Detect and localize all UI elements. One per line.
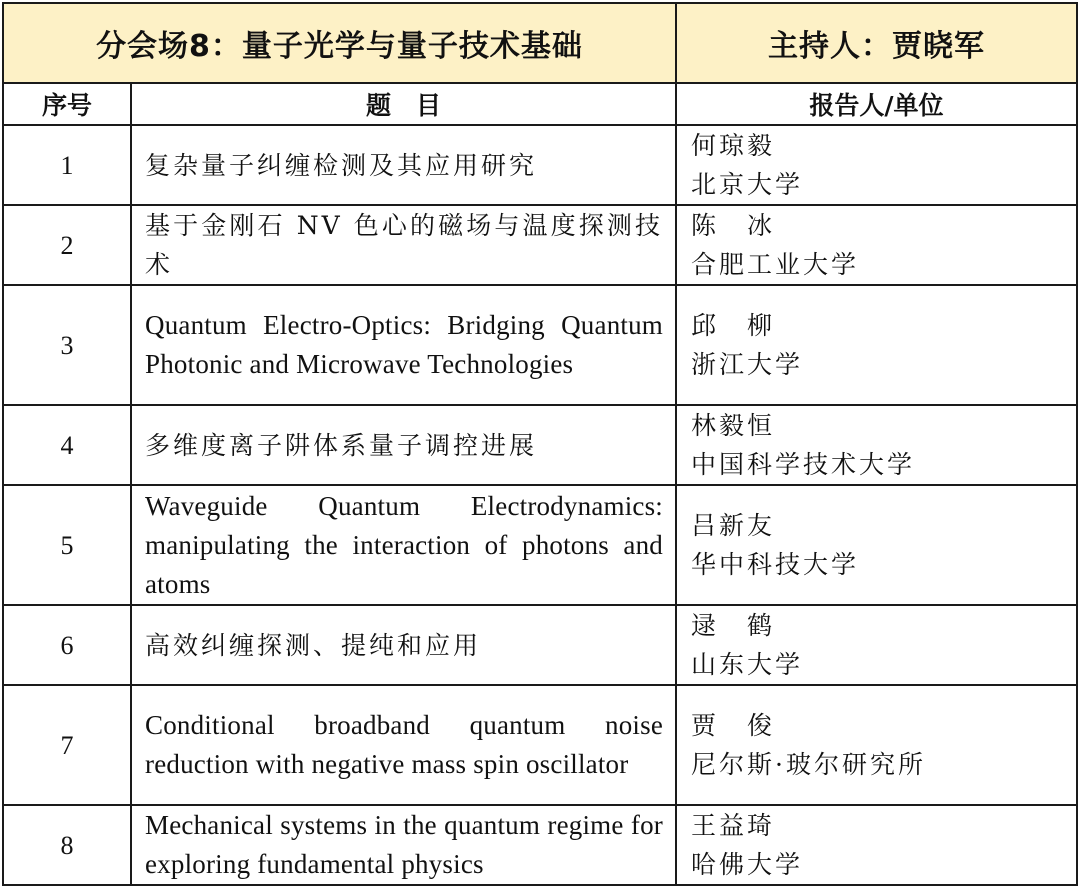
talk-number: 3 bbox=[3, 285, 131, 405]
talk-speaker-cell bbox=[676, 485, 1077, 605]
table-row bbox=[3, 205, 1077, 285]
table-row bbox=[3, 125, 1077, 205]
speaker-affiliation: 合肥工业大学 bbox=[691, 250, 860, 279]
table-row bbox=[3, 805, 1077, 885]
talk-title: Waveguide Quantum Electrodynamics: manipulating the interaction of photons and atoms bbox=[131, 485, 676, 605]
table-row bbox=[3, 605, 1077, 685]
column-header-row bbox=[3, 83, 1077, 125]
talk-number: 7 bbox=[3, 685, 131, 805]
talk-number: 4 bbox=[3, 405, 131, 485]
table-row bbox=[3, 485, 1077, 605]
talk-title: 复杂量子纠缠检测及其应用研究 bbox=[131, 125, 676, 205]
table-row bbox=[3, 685, 1077, 805]
talk-speaker-cell bbox=[676, 805, 1077, 885]
talk-speaker-cell bbox=[676, 405, 1077, 485]
talk-title: Conditional broadband quantum noise reduction with negative mass spin oscillator bbox=[131, 685, 676, 805]
session-title: 分会场8：量子光学与量子技术基础 bbox=[3, 3, 676, 83]
speaker-affiliation: 北京大学 bbox=[691, 170, 804, 199]
speaker-name: 邱 柳 bbox=[691, 311, 776, 340]
column-header-speaker: 报告人/单位 bbox=[676, 83, 1077, 125]
talk-number: 1 bbox=[3, 125, 131, 205]
speaker-affiliation: 尼尔斯·玻尔研究所 bbox=[691, 750, 926, 779]
speaker-affiliation: 哈佛大学 bbox=[691, 850, 804, 879]
talk-speaker-cell bbox=[676, 125, 1077, 205]
speaker-affiliation: 山东大学 bbox=[691, 650, 804, 679]
talk-title: 多维度离子阱体系量子调控进展 bbox=[131, 405, 676, 485]
speaker-name: 何琼毅 bbox=[691, 131, 776, 160]
column-header-topic: 题 目 bbox=[131, 83, 676, 125]
speaker-name: 陈 冰 bbox=[691, 211, 776, 240]
session-schedule-table bbox=[2, 2, 1078, 886]
speaker-name: 贾 俊 bbox=[691, 711, 776, 740]
talk-speaker-cell bbox=[676, 605, 1077, 685]
talk-speaker-cell bbox=[676, 285, 1077, 405]
speaker-name: 林毅恒 bbox=[691, 411, 776, 440]
speaker-name: 逯 鹤 bbox=[691, 611, 776, 640]
speaker-affiliation: 华中科技大学 bbox=[691, 550, 860, 579]
speaker-affiliation: 中国科学技术大学 bbox=[691, 450, 916, 479]
speaker-name: 吕新友 bbox=[691, 511, 776, 540]
talk-number: 2 bbox=[3, 205, 131, 285]
session-host: 主持人：贾晓军 bbox=[676, 3, 1077, 83]
session-header-row bbox=[3, 3, 1077, 83]
talk-number: 8 bbox=[3, 805, 131, 885]
talk-title: 高效纠缠探测、提纯和应用 bbox=[131, 605, 676, 685]
table-row bbox=[3, 405, 1077, 485]
talk-number: 5 bbox=[3, 485, 131, 605]
talk-speaker-cell bbox=[676, 205, 1077, 285]
talk-speaker-cell bbox=[676, 685, 1077, 805]
talk-title: Quantum Electro-Optics: Bridging Quantum Photonic and Microwave Technologies bbox=[131, 285, 676, 405]
speaker-name: 王益琦 bbox=[691, 811, 776, 840]
talk-title: Mechanical systems in the quantum regime for exploring fundamental physics bbox=[131, 805, 676, 885]
speaker-affiliation: 浙江大学 bbox=[691, 350, 804, 379]
talk-number: 6 bbox=[3, 605, 131, 685]
column-header-number: 序号 bbox=[3, 83, 131, 125]
table-row bbox=[3, 285, 1077, 405]
talk-title: 基于金刚石 NV 色心的磁场与温度探测技术 bbox=[131, 205, 676, 285]
